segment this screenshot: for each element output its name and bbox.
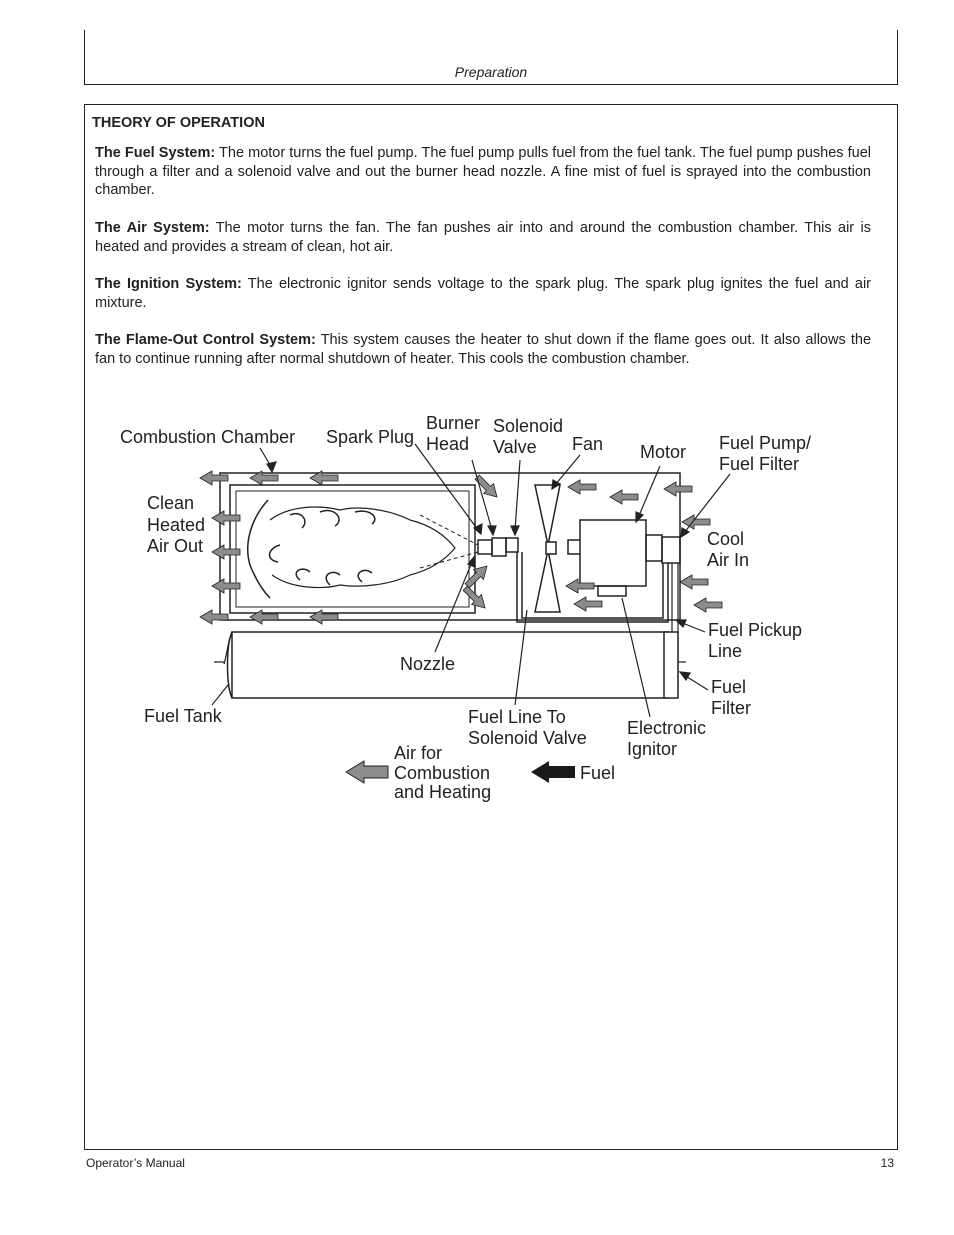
fan-upper-blade [535,485,560,545]
air-arrow [694,598,722,612]
air-arrow [680,575,708,589]
paragraph-heading: The Air System: [95,220,210,236]
leader-line [515,460,520,530]
label-line: Fuel [711,677,747,697]
air-arrow [610,490,638,504]
motor [580,520,646,586]
paragraph-text: The electronic ignitor sends voltage to the spark plug. The spark plug ignites the fuel and air mixture. [95,276,872,311]
nozzle [492,538,506,556]
electronic-ignitor [598,586,626,596]
paragraph-text: This system causes the heater to shut down if the flame goes out. It also allows the fan to continue running after normal shutdown of heater. This cools the combustion chamber. [95,332,872,367]
solenoid-valve [506,538,518,552]
label-line: Fuel Line To [468,707,566,727]
leader-line [415,444,478,530]
air-arrow [200,610,228,624]
label-combustion-chamber: Combustion Chamber [120,427,296,447]
legend-fuel-arrow [531,761,575,783]
section-header: Preparation [454,64,528,80]
label-line: Heated [147,514,206,535]
label-fuel-pickup [708,620,802,662]
label-line: Valve [493,437,537,457]
label-burner-head [426,413,480,455]
label-solenoid-valve [493,416,563,458]
label-line: Solenoid [493,416,564,436]
label-fan: Fan [572,434,604,454]
flame-outline [248,500,270,598]
label-clean-air [147,493,205,558]
label-line: Burner [426,413,481,433]
air-arrow [310,610,338,624]
fan-lower-blade [535,550,560,612]
label-line: Ignitor [627,739,678,759]
label-line: Air Out [147,536,204,556]
leader-line [555,455,580,485]
leader-line [622,598,650,717]
paragraph-text: The motor turns the fan. The fan pushes air into and around the combustion chamber. This air is heated and provides a stream of clean, hot air. [95,220,871,255]
paragraph-text: The motor turns the fuel pump. The fuel pump pulls fuel from the fuel tank. The fuel pump pushes fuel through a filter and a solenoid valve and out the burner head nozzle. A fine mist of fuel is sprayed into the combustion chamber. [95,145,872,198]
label-fuel-line [468,707,587,749]
label-line: Solenoid Valve [468,728,587,748]
label-nozzle: Nozzle [400,654,456,674]
fuel-pump [662,537,680,563]
air-arrow [250,610,278,624]
label-line: Air In [707,550,750,570]
page-title: THEORY OF OPERATION [92,115,265,131]
legend-air-label [394,744,491,803]
label-line: Fuel Filter [719,454,800,474]
label-line: Cool [707,529,745,549]
label-line: Electronic [627,718,707,738]
air-arrow [664,482,692,496]
air-arrow [568,480,596,494]
leader-line [212,685,228,705]
label-line: and Heating [394,782,492,802]
label-electronic-ignitor [627,718,706,760]
label-line: Air for [394,743,443,763]
label-line: Filter [711,698,751,718]
label-line: Fuel Pickup [708,620,803,640]
paragraph-heading: The Fuel System: [95,145,216,161]
label-fuel-filter [711,677,751,719]
label-line: Clean [147,493,195,513]
label-fuel-pump [719,433,811,475]
air-arrow [574,597,602,611]
label-line: Combustion [394,762,491,783]
label-cool-air [707,529,749,571]
label-motor: Motor [640,442,687,462]
paragraph-heading: The Ignition System: [95,276,242,292]
legend-fuel-label: Fuel [580,763,616,783]
page-number: 13 [880,1156,894,1170]
label-line: Fuel Pump/ [719,433,812,453]
burner-head [478,540,492,554]
label-fuel-tank: Fuel Tank [144,706,222,726]
label-line: Head [426,434,470,454]
label-spark-plug: Spark Plug [326,427,415,447]
footer-manual-title: Operator’s Manual [86,1156,185,1170]
leader-line [638,466,660,518]
label-line: Line [708,641,743,661]
paragraph-heading: The Flame-Out Control System: [95,332,316,348]
leader-line [515,610,527,705]
legend-air-arrow [346,761,388,783]
